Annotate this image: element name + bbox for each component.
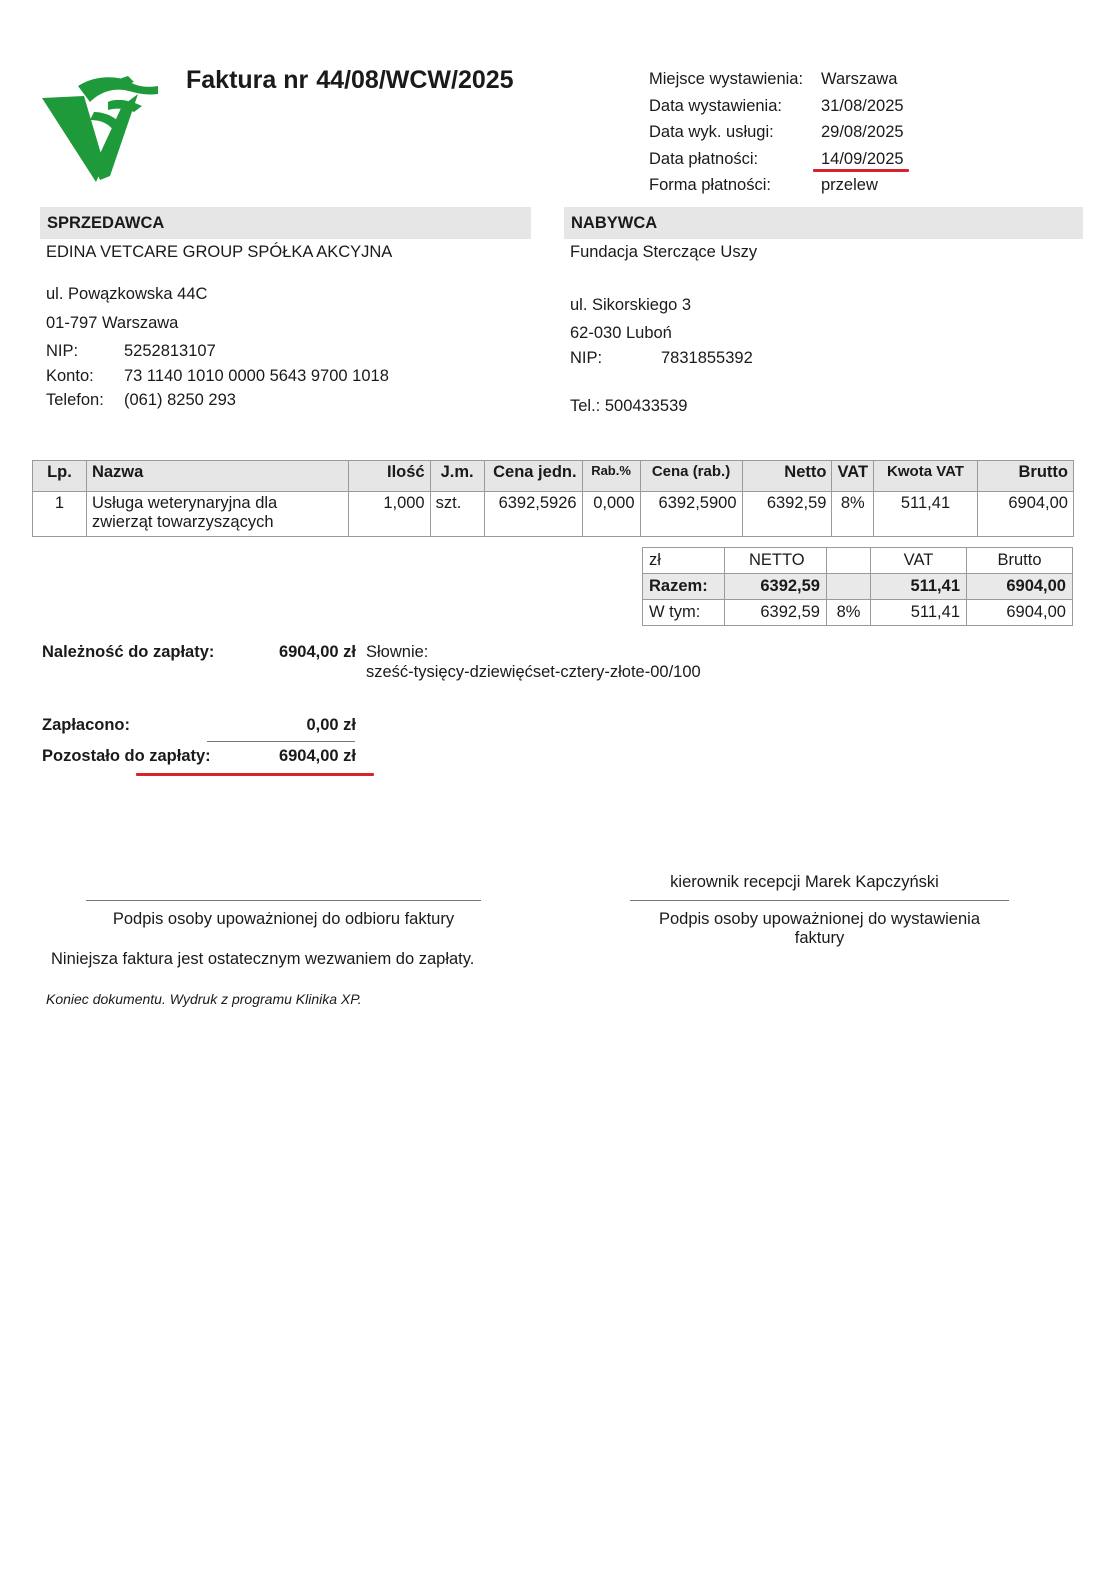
amount-words-value: sześć-tysięcy-dziewięćset-cztery-złote-00/100 [366,663,701,681]
seller-phone-label: Telefon: [46,391,104,409]
totals-sum-vat: 511,41 [871,574,967,600]
col-header-qty: Ilość [348,461,430,492]
meta-label: Miejsce wystawienia: [649,70,804,88]
totals-table [642,547,1073,626]
invoice-title [186,66,514,95]
cell-lp: 1 [33,492,87,537]
remaining-underline [136,773,374,776]
paid-value: 0,00 zł [306,716,356,734]
totals-of-which-net: 6392,59 [725,600,827,626]
meta-label: Data wystawienia: [649,96,782,115]
buyer-name: Fundacja Sterczące Uszy [570,243,758,261]
issuer-signature-line [630,900,1009,901]
totals-sum-empty [827,574,871,600]
seller-header: SPRZEDAWCA [40,207,531,239]
totals-of-which-label: W tym: [643,600,725,626]
totals-header-empty [827,548,871,574]
meta-value: 29/08/2025 [821,123,904,141]
remaining-label: Pozostało do zapłaty: [42,747,211,765]
seller-name: EDINA VETCARE GROUP SPÓŁKA AKCYJNA [46,243,393,261]
cell-qty: 1,000 [348,492,430,537]
buyer-city: 62-030 Luboń [570,324,672,342]
remaining-value: 6904,00 zł [278,747,356,765]
buyer-phone: Tel.: 500433539 [570,397,688,415]
receiver-signature-caption: Podpis osoby upoważnionej do odbioru faktury [112,910,455,928]
seller-phone: (061) 8250 293 [124,391,236,409]
col-header-vat: VAT [832,461,874,492]
paid-label: Zapłacono: [42,716,131,734]
cell-gross: 6904,00 [977,492,1073,537]
issuer-signature-caption-line2: faktury [794,929,845,947]
seller-nip-label: NIP: [46,342,79,360]
cell-vat-rate: 8% [832,492,874,537]
items-header-row [33,461,1074,492]
final-notice: Niniejsza faktura jest ostatecznym wezwaniem do zapłaty. [51,950,475,968]
cell-vat-amount: 511,41 [874,492,978,537]
seller-account: 73 1140 1010 0000 5643 9700 1018 [124,367,389,385]
col-header-name: Nazwa [86,461,348,492]
buyer-header: NABYWCA [564,207,1083,239]
meta-label: Data wyk. usługi: [649,123,774,141]
paid-divider [207,741,355,742]
totals-of-which-gross: 6904,00 [967,600,1073,626]
invoice-number: 44/08/WCW/2025 [316,66,514,94]
totals-header-gross: Brutto [967,548,1073,574]
col-header-lp: Lp. [33,461,87,492]
amount-due-value: 6904,00 zł [278,643,356,661]
col-header-unit: J.m. [430,461,484,492]
issuer-signature-caption-line1: Podpis osoby upoważnionej do wystawienia [658,910,981,928]
vet-bird-logo-icon [38,72,162,184]
items-table [32,460,1074,537]
meta-value: przelew [821,176,878,194]
end-of-document-note: Koniec dokumentu. Wydruk z programu Klinika XP. [46,991,362,1007]
seller-nip: 5252813107 [124,342,216,360]
cell-discount: 0,000 [582,492,640,537]
totals-header-net: NETTO [725,548,827,574]
col-header-price-discounted: Cena (rab.) [640,461,742,492]
buyer-street: ul. Sikorskiego 3 [570,296,692,314]
col-header-vat-amount: Kwota VAT [874,461,978,492]
issuer-name: kierownik recepcji Marek Kapczyński [670,873,939,891]
cell-unit: szt. [430,492,484,537]
col-header-discount: Rab.% [582,461,640,492]
meta-label: Data płatności: [649,149,759,168]
seller-street: ul. Powązkowska 44C [46,285,208,303]
cell-price-discounted: 6392,5900 [640,492,742,537]
receiver-signature-line [86,900,481,901]
totals-sum-row [643,574,1073,600]
cell-net: 6392,59 [742,492,832,537]
cell-name-line1: Usługa weterynaryjna dla [91,494,278,512]
meta-value: 14/09/2025 [821,149,904,168]
totals-of-which-rate: 8% [827,600,871,626]
totals-of-which-row [643,600,1073,626]
meta-value: 31/08/2025 [821,96,904,115]
cell-name [86,492,348,537]
totals-of-which-vat: 511,41 [871,600,967,626]
cell-name-line2: zwierząt towarzyszących [91,513,274,531]
totals-currency: zł [643,548,725,574]
table-row [33,492,1074,537]
totals-header-vat: VAT [871,548,967,574]
totals-sum-label: Razem: [643,574,725,600]
invoice-title-prefix: Faktura nr [186,66,309,94]
col-header-unit-price: Cena jedn. [484,461,582,492]
col-header-net: Netto [742,461,832,492]
meta-value: Warszawa [821,70,898,88]
seller-account-label: Konto: [46,367,94,385]
amount-due-label: Należność do zapłaty: [42,643,215,661]
seller-city: 01-797 Warszawa [46,314,179,332]
buyer-nip: 7831855392 [661,349,753,367]
cell-unit-price: 6392,5926 [484,492,582,537]
payment-date-underline [813,169,909,172]
buyer-nip-label: NIP: [570,349,603,367]
totals-sum-net: 6392,59 [725,574,827,600]
amount-words-label: Słownie: [366,643,429,661]
totals-sum-gross: 6904,00 [967,574,1073,600]
col-header-gross: Brutto [977,461,1073,492]
meta-label: Forma płatności: [649,176,771,194]
totals-header-row [643,548,1073,574]
